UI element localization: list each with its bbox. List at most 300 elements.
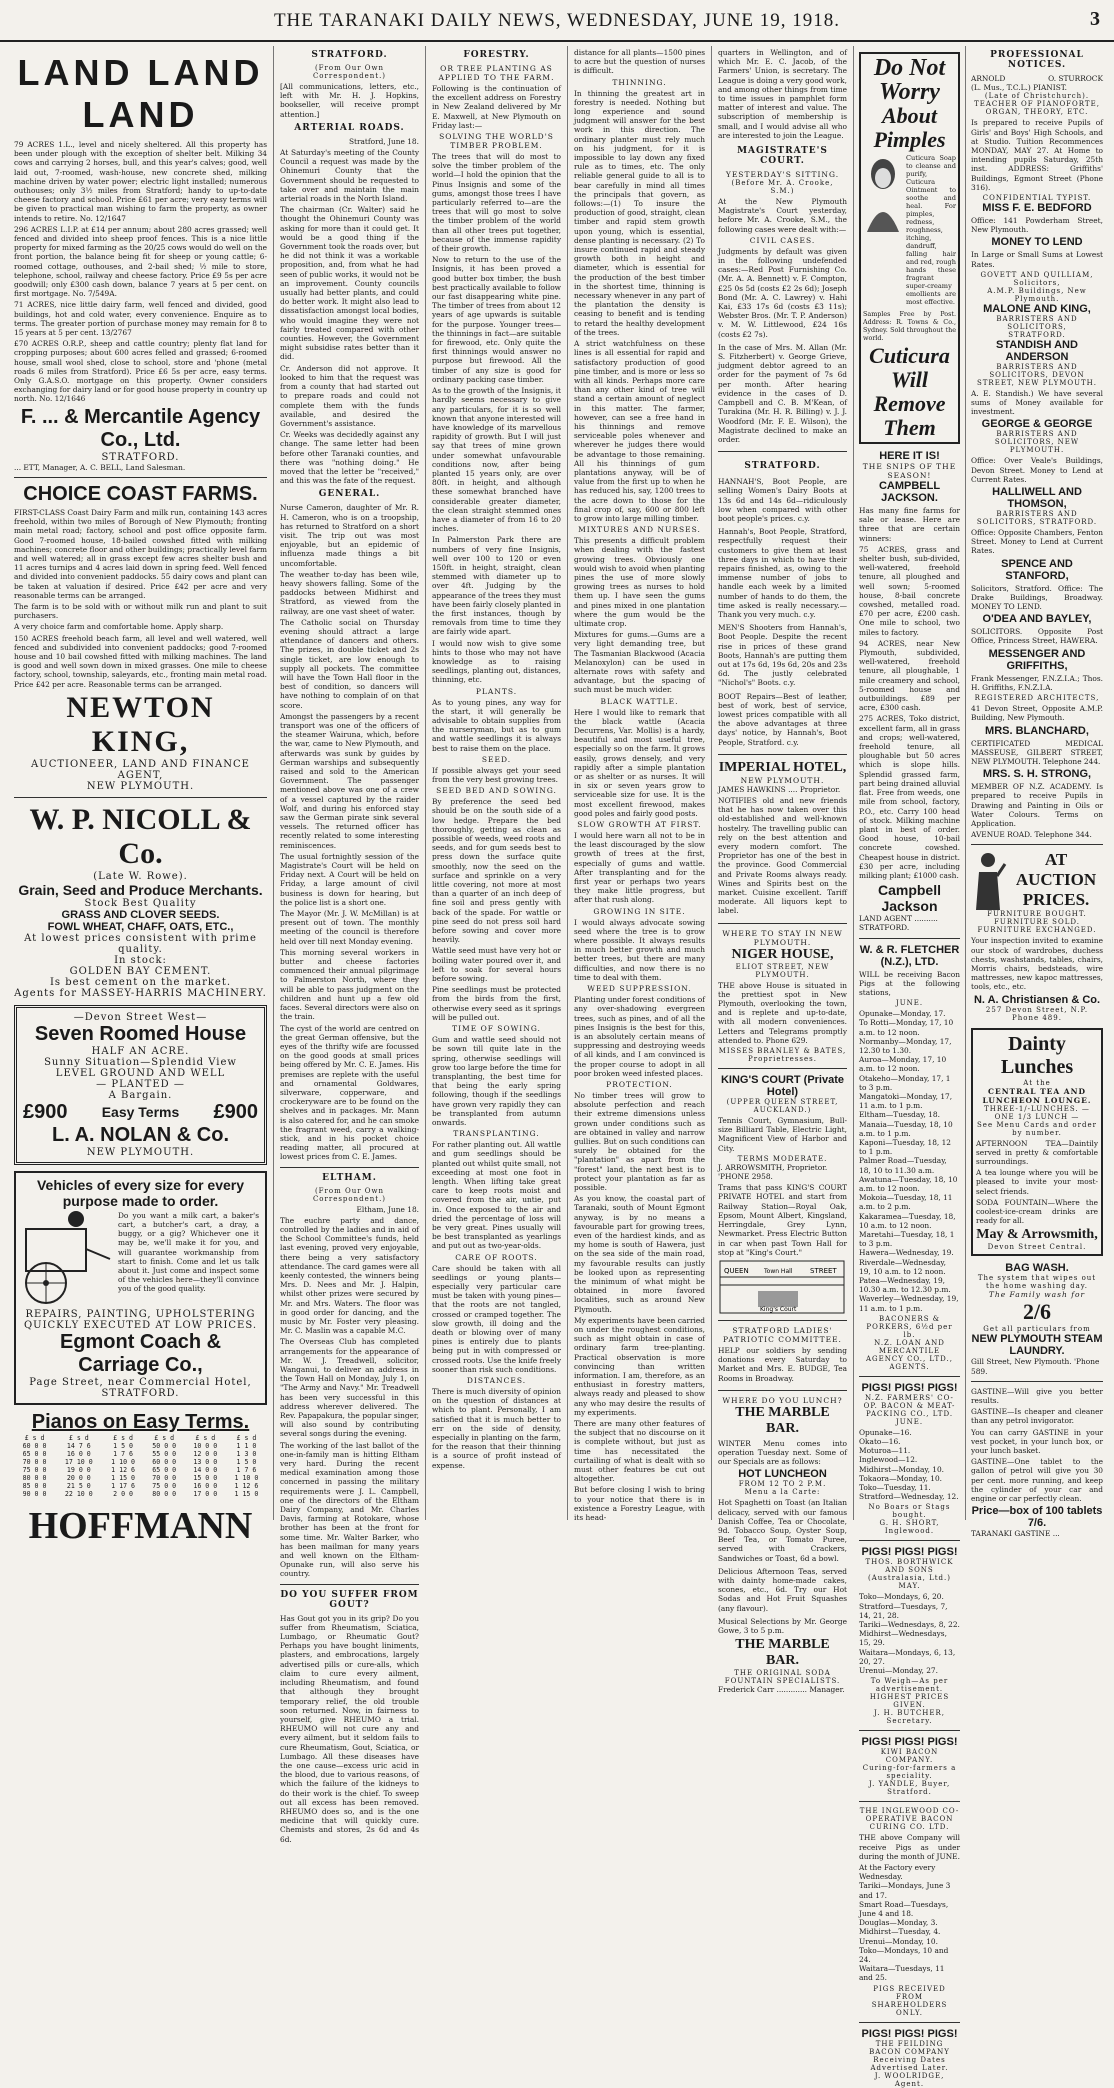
stratford-p3: Cr. Anderson did not approve. It looked to him that the request was from a county that had started out to prepare roads and could not complete them with the funds available, and desired the Government's assistance. [280,363,419,428]
forestry-h1: SOLVING THE WORLD'S TIMBER PROBLEM. [439,132,554,151]
pigs-3: PIGS! PIGS! PIGS! [861,1736,958,1749]
forestry-cont-p4: Mixtures for gums.—Gums are a very light demanding tree, but The Tasmanian Blackwood (Acacia Melanoxylon) can be used in alternate rows with safety and advantage, but the spacing of such must be much wider. [574,630,705,695]
furniture-exchanged: FURNITURE EXCHANGED. [977,926,1097,935]
forestry-cont-p6: I would here warn all not to be in the least discouraged by the slow growth of trees at the first, especially of gums and wattle. After transplanting and for the first year or perhaps two years they make little progress, but after that rush along. [574,831,705,905]
bedford-office: Office: 141 Powderham Street, New Plymouth. [971,216,1103,235]
laundry-address: Gill Street, New Plymouth. 'Phone 589. [971,1357,1100,1376]
column-3 [426,46,568,1520]
marble-text: WINTER Menu comes into operation Tuesday next. Some of our Specials are as follows: [718,1438,847,1467]
fountain: THE ORIGINAL SODA FOUNTAIN SPECIALISTS. [724,1669,841,1686]
sturrock-teacher: TEACHER OF PIANOFORTE, ORGAN, THEORY, ETC. [974,100,1100,117]
forestry-heading: FORESTRY. [463,50,530,60]
imperial-hotel: IMPERIAL HOTEL, [718,759,847,775]
column-5 [712,46,854,1695]
malone-king: MALONE AND KING, [983,302,1091,315]
price-right: £900 [213,1100,258,1123]
arrowsmith-address: Devon Street Central. [987,1243,1087,1252]
stock-quality: Stock Best Quality [84,897,197,909]
fowl-wheat: FOWL WHEAT, CHAFF, OATS, ETC., [47,920,234,933]
at-auction: AT AUCTION [1015,850,1097,890]
column-2 [274,46,426,1844]
menu-label: Menu a la Carte: [744,1488,821,1497]
fletcher-june: JUNE. [895,999,924,1008]
spence-sub: Solicitors, Stratford. Office: The Drake Buildings, Broadway. MONEY TO LEND. [971,583,1103,612]
newton-sub: AUCTIONEER, LAND AND FINANCE AGENT, [31,758,250,781]
column-1 [8,46,274,1547]
hoffmann: HOFFMANN [28,1504,253,1547]
devon-street: —Devon Street West— [73,1011,208,1023]
do-not-worry: Do Not Worry [873,55,946,105]
land-heading: LAND LAND LAND [17,52,264,135]
feilding-text: Receiving Dates Advertised Later. [870,2055,949,2072]
forestry-p7: As to young pines, any way for the start, it will generally be advisable to obtain supplies from the nurseryman, but as to gum and wattle seedlings it is always best to raise them on the place. [432,697,561,753]
campbell-jackson-2: Campbell Jackson [877,882,941,915]
plants-heading: PLANTS. [475,686,518,696]
nolan-ad [14,1005,267,1165]
borthwick: THOS. BORTHWICK AND SONS (Australasia, Ltd.) [865,1558,954,1583]
sturrock-late: (Late of Christchurch). [984,92,1090,101]
bedford: MISS F. E. BEDFORD [982,202,1092,215]
strong-sub: MEMBER OF N.Z. ACADEMY. Is prepared to receive Pupils in Drawing and Painting in Oils or Water Colours. Terms on Application. [971,782,1103,828]
fletcher-schedule: Opunake—Monday, 17. To Rotti—Monday, 17, 10 a.m. to 12 noon. Normanby—Monday, 17, 12.30 to 1.30. Auroa—Monday, 17, 10 a.m. to 12 noon. Otakeho—Monday, 17, 1 to 3 p.m. Mangatoki—Monday, 17, 11 a.m. to 1 p.m. Eltham—Tuesday, 18. Manaia—Tuesday, 18, 10 a.m. to 1 p.m. Kaponi—Tuesday, 18, 12 to 1 p.m. Palmer Road—Tuesday, 18, 10 to 11.30 a.m. Awatuna—Tuesday, 18, 10 a.m. to 12 noon. Mokoia—Tuesday, 18, 11 a.m. to 2 p.m. Kakaramea—Tuesday, 18, 10 a.m. to 12 noon. Maretahi—Tuesday, 18, 1 to 3 p.m. Hawera—Wednesday, 19. Riverdale—Wednesday, 19, 10 a.m. to 12 noon. Patea—Wednesday, 19, 10.30 a.m. to 12.30 p.m. Waverley—Wednesday, 19, 11 a.m. to 1 p.m. [859,1009,959,1313]
hannah-2: Hannah's, Boot People, Stratford, respectfully request their customers to give them at least three days in which to have their repairs finished, as, owing to the immense number of jobs to handle each week by a limited number of hands to do them, the time asked is really necessary.—Thank you very much. c.y. [718,527,847,619]
forestry-cont-p8: Planting under forest conditions of any over-shadowing evergreen trees, such as pines, and of all the pines Insignis is the best for this, is an absolutely certain means of suppressing and destroying weeds of all kinds, and I am convinced is the proper course to adopt in all poor broken weed infested places. [574,995,705,1078]
league-text: quarters in Wellington, and of which Mr. E. C. Jacob, of the Farmers' Union, is secretary. The League is doing a very good work, and among other things from time to time issues in pamphlet form matter of interest and value. The subscription of membership is small, and I would advise all who are interested to join the League. [718,48,848,140]
tea-lounge: A tea lounge where you will be pleased to invite your most-select friends. [976,1168,1098,1196]
map-street-label: STREET [810,1266,837,1275]
kings-court-map [718,1259,846,1315]
patriotic-heading: STRATFORD LADIES' PATRIOTIC COMMITTEE. [723,1325,842,1344]
dainty: Dainty [1008,1032,1066,1055]
weigh: To Weigh—As per advertisement. [870,1677,949,1694]
fletcher-text: WILL be receiving Bacon Pigs at the following stations, [859,969,960,997]
land-lot-71: 71 ACRES, nice little dairy farm, well fenced and divided, good buildings, hot and cold water, every convenience. Enquire as to terms. The greater portion of purchase money may remain for 8 to 15 years at 5 per cent. 13/2767 [14,300,267,338]
agency-name: F. ... & Mercantile Agency Co., Ltd. [20,405,261,451]
about-pimples: About Pimples [873,103,946,152]
stratford-p8: Amongst the passengers by a recent transport was one of the officers of the steamer Wairuna, which, before the war, came to New Plymouth, and afterwards was sunk by guides by German warships and subsequently raised and sold to the American Government. The passenger mentioned above was one of a crew of a vessel captured by the raider Wolf, and during his enforced stay saw the German pirate sink several vessels. The returned officer has recently related to some interesting reminiscences. [280,711,419,850]
cuticura-will: Cuticura Will [869,343,950,392]
pigs-4: PIGS! PIGS! PIGS! [861,2027,958,2040]
george-sub: BARRISTERS AND SOLICITORS, NEW PLYMOUTH. [994,430,1080,455]
transplanting-heading: TRANSPLANTING. [453,1129,540,1139]
easy-terms: Easy Terms [101,1104,180,1121]
registered-architects: REGISTERED ARCHITECTS, [974,694,1100,703]
gastine-1: GASTINE—Will give you better results. [971,1386,1103,1405]
newspaper-title: THE TARANAKI DAILY NEWS, WEDNESDAY, JUNE 19, 1918. [273,10,841,31]
bag-price: 2/6 [1022,1299,1052,1325]
strong: MRS. S. H. STRONG, [982,768,1092,781]
kiwi-text: Curing-for-farmers a speciality. [862,1764,957,1781]
piano-price-table: £ s d £ s d £ s d £ s d £ s d £ s d 60 0 0 14 7 6 1 5 0 50 0 0 10 0 0 1 1 0 65 0 0 16 0 0 1 7 6 55 0 0 12 0 0 1 3 0 70 0 0 17 10 0 1 10 0 60 0 0 13 0 0 1 5 0 75 0 0 19 0 0 1 12 6 65 0 0 14 0 0 1 7 6 80 0 0 20 0 0 1 15 0 70 0 0 15 0 0 1 10 0 85 0 0 21 5 0 1 17 6 75 0 0 16 0 0 1 12 6 90 0 0 22 10 0 2 0 0 80 0 0 17 0 0 1 15 0 [22,1433,259,1498]
spence-stanford: SPENCE AND STANFORD, [1001,557,1073,582]
farmers-june: JUNE. [895,1417,924,1426]
site-heading: GROWING IN SITE. [593,906,686,916]
remove-them: Remove Them [873,391,946,440]
sturrock-last: O. STURROCK [1048,74,1103,83]
imperial-town: NEW PLYMOUTH. [740,775,825,785]
coast-farm-4: 150 ACRES freehold beach farm, all level and well watered, well fenced and subdivided into convenient paddocks; good 7-roomed house and 10 bail cowshed fitted with milking machines. The land is good and well sown down in mixed grasses. One mile to cheese factory, school, township, saleyards, etc., fronting main metal road. Price £42 per acre. Reasonable terms can be arranged. [14,633,267,689]
imperial-text: NOTIFIES old and new friends that he has now taken over this old-established and well-known hostelry. The travelling public can rely on the best attention and every modern comfort. The Proprietor has one of the best in the province. Good Commercial and Private Rooms always ready. Wines and Spirits best on the market. Cuisine excellent. Tariff moderate. All liquors kept to label. [718,796,847,916]
grass-seeds: GRASS AND CLOVER SEEDS. [61,908,220,921]
bargain: A Bargain. [108,1089,173,1101]
purpose-heading: purpose made to order. [62,1192,219,1209]
level-ground: LEVEL GROUND AND WELL [55,1067,226,1079]
planted: — PLANTED — [96,1078,185,1090]
malone-sub: BARRISTERS AND SOLICITORS, [996,314,1078,331]
here-it-is: HERE IT IS! [879,450,940,462]
stratford-p7: The Catholic social on Thursday evening should attract a large attendance of dancers and others. The prizes, in double ticket and 2s single ticket, are low enough to supply all pockets. The committee will have the Town Hall floor in the best of condition, so dancers will have nothing to complain of on that score. [280,617,419,710]
court-p1: At the New Plymouth Magistrate's Court yesterday, before Mr. A. Crooke, S.M., the following cases were dealt with:— [718,197,847,234]
campbell-farm-1: 75 ACRES, grass and shelter bush, sub-divided, well-watered, freehold tenure, all ploughed and well sown; 5-roomed house, 8-bail concrete cowshed, metalled road. £70 per acre, £200 cash. One mile to school, two miles to factory. [859,544,960,637]
forestry-p4: As to the growth of the Insignis, it hardly seems necessary to give any particulars, for it is so well known that anyone interested will have knowledge of its marvellous rapidity of growth. But I will just say that trees of mine grown under somewhat unfavourable conditions now, after being planted 15 years only, are over 80ft. in height, and although these somewhat branched have considerable greater diameter, the clean straight stemmed ones have a diameter of from 16 to 20 inches. [432,386,561,534]
niger-text: THE above House is situated in the prettiest spot in New Plymouth, overlooking the town, and is replete and up-to-date, with all modern conveniences. Letters and Telegrams promptly attended to. Phone 629. [718,980,847,1045]
cuticura-text: Cuticura Soap to cleanse and purify, Cuticura Ointment to soothe and heal. For pimples, redness, roughness, itching, dandruff, falling hair and red, rough hands these fragrant super-creamy emollients are most effective. [906,154,956,306]
afternoon-text: Delicious Afternoon Teas, served with dainty home-made cakes, scones, etc., 6d. Try our Hot Sodas and Hot Fruit Squashes (any flavour). [718,1566,847,1613]
bag-text: The system that wipes out the home washing day. [977,1274,1097,1291]
messenger-sub: Frank Messenger, F.N.Z.I.A.; Thos. H. Griffiths, F.N.Z.I.A. [971,673,1103,692]
campbell-jackson: CAMPBELL JACKSON. [878,480,941,504]
forestry-p13: For rather planting out. All wattle and gum seedlings should be planted out whilst quite small, not exceeding at most one foot in length. When lifting take great care to keep roots moist and covered from the air, untie, put in. Once exposed to the air and dried the percentage of loss will be very great. Pines usually will be best transplanted as yearlings and put out as two-year-olds. [432,1140,561,1251]
stratford-ads-heading: STRATFORD. [744,461,821,472]
george-george: GEORGE & GEORGE [981,418,1093,431]
govett: GOVETT AND QUILLIAM, Solicitors, [980,270,1094,287]
vehicles-heading: Vehicles of every size for every [36,1176,244,1193]
eltham-p2: The Overseas Club has completed arrangements for the appearance of Mr. W. J. Treadwell, solicitor, Wanganui, to deliver an address in the Town Hall on Monday, July 1, on "The Army and Navy." Mr. Treadwell has been very successful in this address wherever delivered. The Rev. Papapakura, the popular singer, will also sound by contributing several songs during the evening. [280,1337,419,1439]
stratford-p9: The usual fortnightly session of the Magistrate's Court will be held on Friday next. A Court will be held on Friday, a large amount of civil business is down for hearing, but the police list is a short one. [280,851,419,907]
sturrock-first: ARNOLD [971,74,1006,83]
kings-court: KING'S COURT (Private Hotel) [720,1074,845,1099]
forestry-sub: OR TREE PLANTING AS APPLIED TO THE FARM. [438,64,555,82]
eltham-dateline: Eltham, June 18. [356,1204,419,1214]
butcher-secretary: J. H. BUTCHER, Secretary. [873,1709,946,1726]
halliwell-office: Office: Opposite Chambers, Fenton Street. Money to Lend at Current Rates. [971,528,1103,556]
forestry-cont-p0: distance for all plants—1500 pines to acre but the question of nurses is difficult. [574,48,705,76]
kiwi-bacon: KIWI BACON COMPANY. [880,1748,939,1765]
imperial-prop: JAMES HAWKINS .... Proprietor. [718,784,841,794]
odea-sub: SOLICITORS. Opposite Post Office, Princess Street, HAWERA. [971,627,1103,646]
menu-text: Hot Spaghetti on Toast (an Italian delicacy, served with our famous Danish Coffee, Tea or Chocolate, 9d. Tobacco Soup, Oyster Soup, Beef Tea, or Tomato Puree, served with Crackers, Sandwiches or Toast, 6d a bowl. [718,1498,847,1563]
stratford-p12: The cyst of the world are centred on the great German offensive, but the eyes of the thrifty wife are focussed on the good goods at small prices being offered by Mr. C. E. James. His premises are replete with the useful and ornamental Goldwares, silverware, copperware, and crockeryware are to be found on the shelves and in packages. Mr. Mann is also catered for, and he can smoke the fragrant weed, carry a walking-stick, and in his pocket choice reading matter, all procured at lowest prices from C. E. James. [280,1023,419,1162]
golden-bay: GOLDEN BAY CEMENT. [69,965,212,977]
weed-heading: WEED SUPPRESSION. [587,984,692,994]
gastine-tail: TARANAKI GASTINE ... [971,1529,1060,1539]
stratford-p2: The chairman (Cr. Walter) said he thought the Ohinemuri County was asking for more than it could get. It would be a good thing if the Government took the roads over, but he did not think it was a workable proposition, and, from what he had seen of public works, it would not be an improvement. County councils usually had better plants, and could do better work. It might also lead to dissatisfaction amongst local bodies, who would imagine they were not fairly treated compared with other counties. However, the Government might subsidise rates better than it did. [280,205,419,362]
halliwell-sub: BARRISTERS AND SOLICITORS, STRATFORD. [976,510,1098,527]
niger-address: ELIOT STREET, NEW PLYMOUTH. [735,962,830,979]
vehicles-text: Do you want a milk cart, a baker's cart, a butcher's cart, a dray, a buggy, or a gig? Whichever one it may be, we'll make it for you, and will guarantee workmanship from start to finish. Come and let us talk about it. Just come and inspect some of the vehicles here—they'll convince you of the good quality. [118,1210,259,1294]
baker-cart-illustration [22,1209,112,1309]
forestry-p11: Pine seedlings must be protected from the birds from the first, otherwise every seed as it springs will be pulled out. [432,985,561,1022]
highest-prices: HIGHEST PRICES GIVEN. [869,1693,950,1710]
family-wash: The Family wash for [988,1290,1086,1300]
baconers: BACONERS & PORKERS, 6½d per lb. [866,1314,953,1339]
inglewood-bacon: THE INGLEWOOD CO-OPERATIVE BACON CURING CO. LTD. [859,1807,960,1832]
eltham-p3: The working of the last ballot of the one-in-family man is hitting Eltham very hard. During the recent medical examination among those concerned in passing the military requirements were J. L. Campbell, one of the directors of the Eltham Dairy Company, and Mr. Charles Davis, farming at Rotokare, whose brother has been at the front for some time. Mr. Walter Barker, who has been mailman for many years and well known on the Eltham-Opunake run, will also serve his country. [280,1440,419,1579]
hannah-3: MEN'S Shooters from Hannah's, Boot People. Despite the recent rise in prices of these grand Boots, Hannah's are putting them out at 17s 6d, 19s 6d, 20s and 23s 6d. The justly celebrated "Nichol's" Boots. c.y. [718,623,847,688]
dainty-lunches-ad [971,1028,1103,1257]
gastine-3: You can carry GASTINE in your vest pocket, in your lunch box, or your lunch basket. [971,1427,1103,1455]
np-laundry: NEW PLYMOUTH STEAM LAUNDRY. [971,1333,1103,1358]
christiansen: N. A. Christiansen & Co. [973,993,1101,1006]
pianos-heading: Pianos on Easy Terms. [31,1410,250,1433]
messenger-griffiths: MESSENGER AND GRIFFITHS, [988,647,1086,672]
short-inglewood: G. H. SHORT, Inglewood. [879,1519,940,1536]
christiansen-address: 257 Devon Street, N.P. Phone 489. [985,1005,1089,1022]
niger-house: NIGER HOUSE, [731,946,834,962]
nz-loan: N.Z. LOAN AND MERCANTILE AGENCY CO., LTD., [865,1338,953,1363]
forestry-p6: I would now wish to give some hints to those who may not have knowledge as to raising seedlings, planting out, distances, thinning, etc. [432,638,561,685]
stratford-note: [All communications, letters, etc., left with Mr. H. J. Hopkins, bookseller, will receive prompt attention.] [280,82,419,119]
furniture-sold: FURNITURE SOLD. [994,918,1080,927]
agency-staff: ... ETT, Manager, A. C. BELL, Land Salesman. [14,462,186,472]
typist-heading: CONFIDENTIAL TYPIST. [982,194,1092,203]
at-the: At the [1023,1078,1051,1087]
odea-bayley: O'DEA AND BAYLEY, [982,613,1092,626]
forestry-p9: By preference the seed bed should be on the south side of a low hedge. Prepare the bed thoroughly, getting as clean as possible of weeds, weed roots and seeds, and for gum seeds best to press down the surface quite smoothly, now the seed on the surface and sprinkle on a very little covering, not more at most than a quarter of an inch deep of fine soil and press gently with back of the spade. For wattle or pine seed do not press soil hard before sowing and cover more heavily. [432,797,561,945]
standish-sub: BARRISTERS AND SOLICITORS, DEVON STREET, NEW PLYMOUTH. [976,362,1098,387]
stratford-p11: This morning several workers in butter and cheese factories commenced their annual pilgrimage to Palmerston North, where they will be able to pass judgment on the children and hunt up a few old faces. Several directors were also on the train. [280,947,419,1022]
hot-time: FROM 12 TO 2 P.M. [738,1480,827,1489]
feilding-bacon: THE FEILDING BACON COMPANY [869,2039,950,2056]
page-number: 3 [1090,8,1100,30]
particulars: Get all particulars from [983,1325,1091,1334]
borthwick-schedule: Toko—Mondays, 6, 20. Stratford—Tuesdays, 7, 14, 21, 28. Tariki—Wednesdays, 8, 22. Midhirst—Wednesdays, 15, 29. Waitara—Mondays, 6, 13, 20, 27. Urenui—Monday, 27. [859,1592,960,1676]
nicoll-late: (Late W. Rowe). [93,870,188,882]
auction-prices: PRICES. [1022,890,1090,910]
cuticura-sample: Samples Free by Post. Address: R. Towns & Co., Sydney. Sold throughout the world. [863,310,956,342]
grain-heading: Grain, Seed and Produce Merchants. [18,881,263,898]
forestry-p2: The trees that will do most to solve the timber problem of the world—I hold the opinion that the Pinus Insignis and some of the gums, amongst those trees I have particularly referred to—are the trees that will go most to solve the timber problem of the world than all other trees put together, because of the immense rapidity of their growth. [432,152,561,254]
patriotic-text: HELP our soldiers by sending donations every Saturday to Market and Mrs. E. BUDGE, Tea Rooms in Broadway. [718,1345,847,1383]
afternoon-tea: AFTERNOON TEA—Daintily served in pretty & comfortable surroundings. [976,1138,1098,1166]
pigs-1: PIGS! PIGS! PIGS! [861,1381,958,1394]
gastine-price: Price—box of 100 tablets 7/6. [971,1505,1103,1530]
land-agent: LAND AGENT .......... STRATFORD. [859,914,938,933]
borthwick-may: MAY. [898,1582,921,1591]
egmont-address: Page Street, near Commercial Hotel, STRATFORD. [29,1376,252,1399]
pigs-2: PIGS! PIGS! PIGS! [861,1546,958,1559]
price-left: £900 [23,1100,68,1123]
inglewood-schedule: At the Factory every Wednesday. Tariki—Mondays, June 3 and 17. Smart Road—Tuesdays, June 4 and 18. Douglas—Monday, 3. Midhirst—Tuesday, 4. Urenui—Monday, 10. Toko—Mondays, 10 and 24. Waitara—Tuesdays, 11 and 25. [859,1862,951,1983]
agency-town: STRATFORD. [101,451,180,463]
forestry-cont-p1: In thinning the greatest art in forestry is needed. Nothing but long experience and sound judgment will answer for the best work in this direction. The ordinary planter must rely much on his judgment, for it is impossible to lay down any fixed rule as to times, etc. The only reliable general guide to all is to bear carefully in mind all times the principals that govern, as follows:—(1) To insure the production of good, straight, clean timber and rapid stem growth upon young, which is essential, dense planting is necessary. (2) To insure continued rapid and steady growth both in height and diameter, which is essential for the production of the best timber in the shortest time, thinning is necessary whenever in any part of the plantation the density is ceasing to benefit and is tending to retard the healthy development of the trees. [574,88,705,337]
forestry-cont-p11: My experiments have been carried on under the roughest conditions, such as might obtain in case of ordinary farm tree-planting. Practical observation is more convincing than written information. I am, therefore, as an enthusiast in forestry matters, always ready and pleased to show any who may desire the results of my experiments. [574,1315,705,1417]
sitting-heading: YESTERDAY'S SITTING. [725,170,840,180]
eltham-byline: (From Our Own Correspondent.) [312,1186,387,1203]
massey-harris: Agents for MASSEY-HARRIS MACHINERY. [14,987,267,999]
masthead [0,0,1114,42]
thinning-heading: THINNING. [612,77,667,87]
auctioneer-illustration [971,850,1005,910]
marble-bar-2: THE MARBLE BAR. [735,1637,830,1669]
slow-heading: SLOW GROWTH AT FIRST. [577,820,702,830]
woman-portrait-illustration [863,152,903,232]
yandle: J. YANDLE, Buyer, Stratford. [868,1780,951,1797]
stratford-heading: STRATFORD. [311,50,388,60]
professional-column [966,46,1108,1539]
gout-heading: DO YOU SUFFER FROM GOUT? [280,1589,419,1610]
menu-note: See Menu Cards and order by number. [977,1120,1097,1137]
column-4 [568,46,712,1523]
lunch-question: WHERE DO YOU LUNCH? [722,1395,843,1405]
gastine-2: GASTINE—Is cheaper and cleaner than any petrol invigorator. [971,1407,1103,1426]
map-town-hall-label: Town Hall [764,1267,793,1275]
halliwell-thomson: HALLIWELL AND THOMSON, [992,486,1082,511]
forestry-cont-p3: This presents a difficult problem when dealing with the fastest growing trees. Obviously one would wish to avoid when planting pines the use of more slowly growing trees as nurses to hold them up. I have seen the gums and pines mixed in one plantation where the gum would be the ultimate crop. [574,536,705,628]
forestry-p8: If possible always get your seed from the very best growing trees. [432,765,561,785]
nolan-town: NEW PLYMOUTH. [86,1146,195,1158]
arterial-heading: ARTERIAL ROADS. [294,122,405,133]
stratford-p6: The weather to-day has been wile, heavy showers falling. Some of the paddocks between Midhirst and Stratford, as viewed from the railway, are one vast sheet of water. [280,569,419,616]
forestry-p10: Wattle seed must have very hot or boiling water poured over it, and left to soak for several hours before sowing. [432,946,561,984]
hannah-4: BOOT Repairs—Best of leather, best of work, best of service, lowest prices compatible with all the above advantages at three days' notice, by Hannah's, Boot People, Stratford. c.y. [718,691,847,747]
standish-anderson: STANDISH AND ANDERSON [996,338,1078,363]
george-office: Office: Over Veale's Buildings, Devon Street. Money to Lend at Current Rates. [971,456,1103,484]
money-to-lend: MONEY TO LEND [991,236,1083,249]
sturrock-text: Is prepared to receive Pupils of Girls' and Boys' High Schools, and at Studio. Tuition Recommences MONDAY, MAY 27. At Home to intending pupils Saturday, 25th inst. ADDRESS: Griffiths' Buildings, Egmont Street (Phone 316). [971,118,1103,192]
mixtures-heading: MIXTURES AND NURSES. [578,525,701,535]
kings-prop: J. ARROWSMITH, Proprietor. 'PHONE 2958. [718,1162,828,1182]
land-lot-870: £70 ACRES O.R.P., sheep and cattle country; plenty flat land for cropping purposes; about 600 acres felled and grassed; 6-roomed house, small wool shed, close to school, store and 'phone (metal roads 6 miles from Stratford). Price £6 5s per acre, easy terms. Only G.A.S.O. mortgage on this property. Owner considers exchanging for dairy land or for good house property in country up north. No. 12/1646 [14,339,267,404]
kings-terms: TERMS MODERATE. [737,1154,828,1163]
court-p2: Judgments by default was given in the following undefended cases:—Red Post Furnishing Co. (Mr. A. A. Bennett) v. F. Compton, £25 0s 5d (costs £2 2s 6d); Joseph Bond (Mr. A. C. Lawrey) v. Hahi Kai, £33 17s 6d (costs £3 11s); Webster Bros. (Mr. T. P. Anderson) v. M. W. Littlewood, £24 16s (costs £2 7s). [718,246,847,339]
half-acre: HALF AN ACRE. [91,1045,190,1057]
newton-town: NEW PLYMOUTH. [86,780,195,792]
forestry-cont-p12: There are many other features of the subject that no discourse on it is complete without, but just as time has necessitated the curtailing of what is dealt with so must other features be cut out altogether. [574,1419,705,1484]
inglewood-text: THE above Company will receive Pigs as under during the month of JUNE. [859,1833,960,1861]
campbell-intro: Has many fine farms for sale or lease. Here are three that are certain winners: [859,506,960,543]
forestry-cont-p2: A strict watchfulness on these lines is all essential for rapid and satisfactory production of good pine timber, and is more or less so with all kinds. Perhaps more care than any other kind of tree will stand a certain amount of neglect in this matter. The farmer, however, can see a free hand in his thinnings and remove serviceable poles whenever and wherever he judges there would be advantage to those remaining. All his thinnings of gum plantations anyway, will be of value from the first up to when he has reduced his, say, 1200 trees to the acre down to those for the final crop of, say, 600 or 800 left to grow into large milling timber. [574,339,705,523]
blanchard-sub: CERTIFICATED MEDICAL MASSEUSE, GILBERT STREET, NEW PLYMOUTH. Telephone 244. [971,738,1103,766]
repairs: REPAIRS, PAINTING, UPHOLSTERING QUICKLY EXECUTED AT LOW PRICES. [23,1308,258,1331]
central-tea: CENTRAL TEA AND LUNCHEON LOUNGE. [982,1086,1092,1105]
court-before: (Before Mr. A. Crooke, S.M.) [731,179,834,196]
gastine-4: GASTINE—One tablet to the gallon of petrol will give you 30 per cent. more running, and keep the cylinder of your car and engine or car perfectly clean. [971,1457,1103,1504]
messenger-address: 41 Devon Street, Opposite A.M.P. Building, New Plymouth. [971,704,1103,723]
malone-town: STRATFORD. [1008,330,1066,339]
stratford-p10: The Mayor (Mr. J. W. McMillan) is at present out of town. The monthly meeting of the council is therefore held over till next Monday evening. [280,909,419,946]
music-text: Musical Selections by Mr. George Gowe, 3 to 5 p.m. [718,1616,847,1635]
niger-props: MISSES BRANLEY & BATES, Proprietresses. [718,1047,847,1064]
forestry-cont-p5: Here I would like to remark that the black wattle (Acacia Decurrens, Var. Mollis) is a hardy, beautiful and most useful tree, especially so on the farm. It grows easily, grows densely, and very rapidly after a simple plantation or as shelter or as nurses. It will in six or seven years grow to serviceable size for use. It is the most excellent firewood, makes good poles and fairly good posts. [574,707,705,818]
money-text: In Large or Small Sums at Lowest Rates. [971,250,1103,269]
three-lunches: THREE-1/-LUNCHES. — ONE 1/3 LUNCH — [984,1104,1090,1121]
forestry-p14: Care should be taken with all seedlings or young plants—especially very particular care must be taken with young pines—that the roots are not tangled, crossed or cramped together. The slow growth, ill doing and the death or blowing over of many pines is entirely due to plants being put in with compressed or crossed roots. Use the knife freely sooner than risk such conditions. [432,1263,561,1374]
map-kings-label: King's Court [760,1305,797,1313]
cuticura-column [854,46,966,2088]
furniture-bought: FURNITURE BOUGHT. [987,910,1087,919]
eltham-p1: The euchre party and dance, controlled by the ladies and in aid of the School Committee's funds, held last evening, proved very enjoyable, there being a very satisfactory attendance. The card games were all keenly contested, the winners being Mrs. D. Nees and Mr. J. Halpin, whilst other prizes were secured by Mr. and Mrs. Waters. The floor was in good order for dancing, and the music by Mr. Foster very pleasing. Mr. C. Maslin was a capable M.C. [280,1215,419,1336]
inglewood-prices: PIGS RECEIVED FROM SHAREHOLDERS ONLY. [871,1984,948,2017]
kings-text2: Trams that pass KING'S COURT PRIVATE HOTEL and start from Railway Station—Royal Oak, Epsom, Mount Albert, Kingsland, Herringdale, Grey Lynn, Newmarket. Press Electric Button in car when past Town Hall for stop at "King's Court." [718,1183,847,1257]
land-lot-296: 296 ACRES L.I.P. at £14 per annum; about 280 acres grassed; well fenced and divided into sheep proof fences. This is a nice little property for mixed farming as the 20/25 cows would do well on the front portion, the balance being fit for sheep or young cattle; 6-roomed cottage, outhouses, and 2-bail shed; ½ mile to store, telephone, school, railway and cheese factory. Price £9 5s per acre goodwill; only £300 cash down, balance 7 years at 5 per cent. on first mortgage. No. 7/549A. [14,224,267,299]
campbell-farm-3: 275 ACRES, Toko district, excellent farm, all in grass and crops; well-watered, freehold tenure, all ploughable but 50 acres which is slope hills. Splendid grassed farm, part being drained alluvial flat. Free from weeds, one mile from school, factory, P.O., etc. Carry 100 head of stock. Milking machine plant in best of order. Good house, 10-bail concrete cowshed. Cheapest house in district. £30 per acre, including milking plant; £1000 cash. [859,714,960,880]
gout-text: Has Gout got you in its grip? Do you suffer from Rheumatism, Sciatica, Lumbago, or Rheumatic Gout? Perhaps you have bought liniments, plasters, and embrocations, largely advertised pills or cure-alls, which claim to cure every ailment, including Rheumatism, and found that although they brought temporary relief, the old trouble soon returned. Now, in fairness to yourself, give RHEUMO a trial. RHEUMO will not cure any and every ailment, but it seldom fails to cure Rheumatism, Gout, Sciatica, or Lumbago. All these diseases have the one cause—excess uric acid in the blood, due to various reasons, of which the failure of the kidneys to do their work is the chief. To sweep out all excess has been removed. RHEUMO does so, and is the one medicine that will quickly cure. Chemists and stores, 2s 6d and 4s 6d. [280,1613,419,1844]
map-queen-label: QUEEN [724,1266,749,1275]
land-lot-79: 79 ACRES 1.L., level and nicely sheltered. All this property has been under plough with the exception of shelter belt. Milking 34 cows and carrying 2 horses, bull, and this year's calves; good, well laid out, 7-roomed, wash-house, new concrete shed, milking machine driven by water power; electric light installed; numerous outhouses; only 3½ miles from Stratford; handy to up-to-date cheese factory and school. Price £61 per acre; very easy terms will be given to practical man wishing to farm the property, as owner intends to retire. No. 12/1647 [14,140,267,223]
column-6 [854,46,1108,2088]
kings-address: (UPPER QUEEN STREET, AUCKLAND.) [726,1098,839,1115]
auction-text: Your inspection invited to examine our stock of wardrobes, duchess chests, washstands, tables, chairs, Morris chairs, bedsteads, wire mattresses, new kapoc mattresses, tools, etc., etc. [971,936,1103,992]
seed-heading: SEED. [481,754,512,764]
time-heading: TIME OF SOWING. [452,1024,541,1034]
stratford-byline: (From Our Own Correspondent.) [312,64,387,80]
forestry-p1: Following is the continuation of the excellent address on Forestry in New Zealand delivered by Mr E. Maxwell, at New Plymouth on Friday last:— [432,84,561,130]
campbell-farm-2: 94 ACRES, near New Plymouth, subdivided, well-watered, freehold tenure, all ploughable, 1 mile creamery and school, 5-roomed house and outbuildings. £89 per acre, £300 cash. [859,638,960,713]
forestry-cont-p10: As you know, the coastal part of Taranaki, south of Mount Egmont anyway, is by no means a favourable part for growing trees, even of the hardiest kinds, and as my home is south of Hawera, just on the sea side of the main road, my favourable results can justly be looked upon as representing the minimum of what might be obtained in more favored localities, such as around New Plymouth. [574,1194,705,1314]
farmers-bacon: N.Z. FARMERS' CO-OP. BACON & MEAT-PACKING CO., LTD. [863,1393,956,1418]
fletcher: W. & R. FLETCHER (N.Z.), LTD. [859,943,960,968]
marble-manager: Frederick Carr ............. Manager. [718,1685,845,1695]
cuticura-ad [859,52,960,444]
care-heading: CARE OF ROOTS. [455,1252,538,1262]
stratford-p5: Nurse Cameron, daughter of Mr. R. H. Cameron, who is on a troopship, has returned to Stratford on a short visit. The trip out was most enjoyable, but an epidemic of influenza made things a bit uncomfortable. [280,503,419,568]
sunny-situation: Sunny Situation—Splendid View [44,1056,237,1068]
black-wattle-heading: BLACK WATTLE. [600,696,679,706]
nicoll-name: W. P. NICOLL & Co. [29,802,252,870]
farmers-schedule: Opunake—16. Okato—16. Moturoa—11. Inglewood—12. Midhirst—Monday, 10. Tokaora—Monday, 10. Toko—Tuesday, 11. Stratford—Wednesday, 12. [859,1427,959,1502]
coast-heading: CHOICE COAST FARMS. [23,482,258,505]
forestry-cont-p13: But before closing I wish to bring to your notice that there is in existence a Forestry League, with its head- [574,1485,705,1523]
egmont-name: Egmont Coach & Carriage Co., [59,1330,222,1376]
woolridge: J. WOOLRIDGE, Agent. [874,2071,945,2088]
kings-text: Tennis Court, Gymnasium, Bull-size Billiard Table, Electric Light, Magnificent View of Harbor and City. [718,1116,847,1153]
coast-farm-2: The farm is to be sold with or without milk run and plant to suit purchasers. [14,601,267,621]
nolan-name: L. A. NOLAN & Co. [51,1123,230,1146]
standish-note: A. E. Standish.) We have several sums of Money available for investment. [971,388,1103,417]
civil-heading: CIVIL CASES. [749,235,816,245]
bag-wash: BAG WASH. [1005,1262,1069,1275]
professional-heading: PROFESSIONAL NOTICES. [990,50,1084,70]
snips: THE SNIPS OF THE SEASON! [862,462,957,480]
eltham-heading: ELTHAM. [322,1172,377,1183]
seedbed-heading: SEED BED AND SOWING. [436,786,557,796]
forestry-cont-p7: I would always advocate sowing seed where the tree is to grow where possible. It always results in much better growth and much better trees, but there are many difficulties, and now there is no time to deal with them. [574,917,705,982]
protection-heading: PROTECTION. [606,1079,673,1089]
no-boars: No Boars or Stags bought. [868,1503,951,1520]
seven-roomed: Seven Roomed House [34,1022,247,1045]
amp-buildings: A.M.P. Buildings, New Plymouth. [987,286,1087,303]
forestry-p3: Now to return to the use of the Insignis, it has been proved a good butter box timber, the bush best practically available to follow our fast disappearing white pine. The timber of trees from about 12 years of age upwards is suitable for the purpose. Younger trees—the thinnings in fact—are suitable for firewood, etc. Only quite the first thinnings would answer no purpose but firewood. All the timber of any size is good for ordinary packing case timber. [432,255,561,384]
stratford-dateline: Stratford, June 18. [348,136,419,146]
fowl-sub: At lowest prices consistent with prime quality. [24,932,257,955]
court-heading: MAGISTRATE'S COURT. [737,146,828,167]
coast-farm-3: A very choice farm and comfortable home. Apply sharp. [14,622,224,632]
hannah-1: HANNAH'S, Boot People, are selling Women's Dairy Boots at 13s 6d and 14s 6d—ridiculously low when compared with other boot people's prices. c.y. [718,477,847,523]
marble-bar: THE MARBLE BAR. [735,1404,830,1436]
best-cement: Is best cement on the market. [49,976,232,988]
hot-luncheon: HOT LUNCHEON [738,1468,827,1481]
distances-heading: DISTANCES. [466,1376,527,1385]
coast-farm-1: FIRST-CLASS Coast Dairy Farm and milk run, containing 143 acres freehold, within two miles of Borough of New Plymouth; fronting main metal road; factory, school and post office opposite farm. Good 7-roomed house, 18-bailed cowshed fitted with milking machines; concrete floor and other buildings; practically level farm and well watered; all in grass except few acres shelter bush and 11 acres turnips and 4 acres laid down in spring feed. Well fenced and divided into convenient paddocks. 55 dairy cows and plant can be taken at valuation if desired. Price £42 per acre and very reasonable terms can be arranged. [14,507,268,600]
lunches: Lunches [1000,1055,1074,1078]
stay-heading: WHERE TO STAY IN NEW PLYMOUTH. [722,928,843,947]
general-heading: GENERAL. [318,489,381,500]
forestry-p15: There is much diversity of opinion on the question of distances at which to plant. Personally, I am satisfied that it is much better to err on the side of density, especially in planting on the farm, for the reason that their thinning is a source of profit instead of expense. [432,1387,561,1470]
forestry-p12: Gum and wattle seed should not be sown till quite late in the spring, otherwise seedlings will grow too large before the time for transplanting, the best time for that being the early spring following, though if the seedlings have grown very rapidly they can be transplanted from autumn onwards. [432,1035,561,1127]
in-stock: In stock: [114,954,167,966]
court-p3: In the case of Mrs. M. Allan (Mr. S. Fitzherbert) v. George Grieve, judgment debtor agreed to an order for the payment of 7s 6d per month. After hearing evidence in the cases of D. Campbell and C. B. M'Kean, of Turakina (Mr. H. R. Billing) v. J. J. Woodford (Mr. F. E. Wilson), the Magistrate declined to make an order. [718,342,847,444]
soda-fountain: SODA FOUNTAIN—Where the coolest-ice-cream drinks are ready for all. [976,1197,1098,1226]
stratford-p4: Cr. Weeks was decidedly against any change. The same letter had been before other Taranaki counties, and there was "nothing doing." He moved that the letter be "received," and this was the fate of the request. [280,430,419,486]
blanchard: MRS. BLANCHARD, [985,724,1089,737]
may-arrowsmith: May & Arrowsmith, [976,1227,1098,1243]
nz-loan-agents: AGENTS. [889,1362,930,1371]
strong-address: AVENUE ROAD. Telephone 344. [971,830,1092,840]
newton-king: NEWTON KING, [66,690,215,758]
sturrock-qual: (L. Mus., T.C.L.) PIANIST. [971,83,1067,93]
stratford-p1: At Saturday's meeting of the County Council a request was made by the Ohinemuri County that the Government should be requested to take over and maintain the main arterial roads in the North Island. [280,148,419,204]
